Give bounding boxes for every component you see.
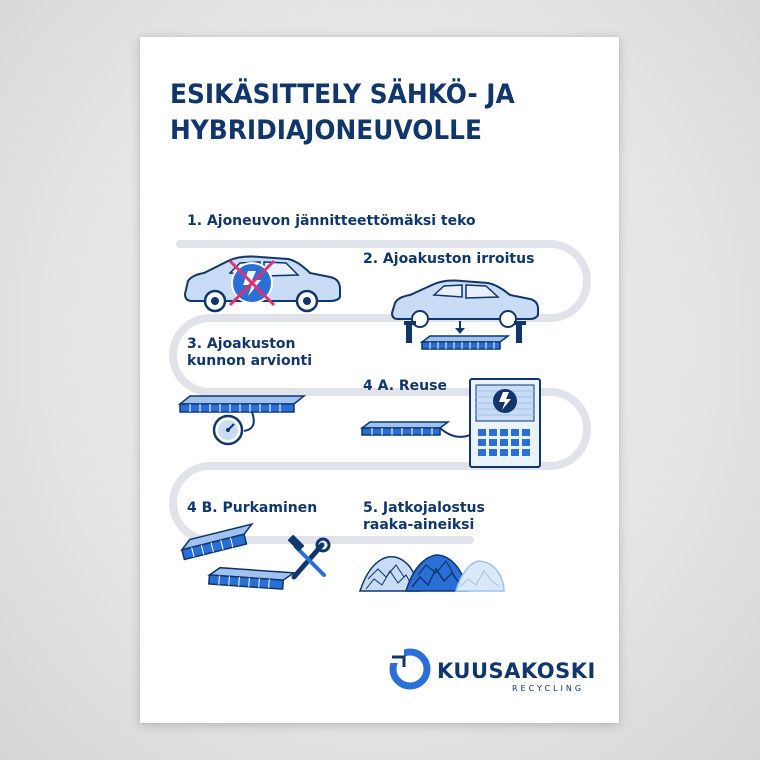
kuusakoski-logo-icon xyxy=(390,649,427,686)
title-line-2: HYBRIDIAJONEUVOLLE xyxy=(170,115,482,146)
page-title xyxy=(170,77,566,149)
no-charge-icon xyxy=(230,261,274,305)
raw-material-piles-icon xyxy=(360,555,504,591)
logo-name: KUUSAKOSKI xyxy=(437,659,596,683)
lift-car-icon xyxy=(392,281,538,344)
step-1-label xyxy=(187,213,476,230)
step-2-label xyxy=(363,251,534,268)
step-3-label xyxy=(187,336,312,370)
step-2-line: 2. Ajoakuston irroitus xyxy=(363,251,535,267)
battery-pack-icon xyxy=(180,524,256,559)
step-4b-line: 4 B. Purkaminen xyxy=(187,500,318,516)
step-4a-line: 4 A. Reuse xyxy=(363,378,447,394)
title-line-1: ESIKÄSITTELY SÄHKÖ- JA xyxy=(170,79,515,110)
step-3-line-1: 3. Ajoakuston xyxy=(187,336,296,352)
step-5-line-1: 5. Jatkojalostus xyxy=(363,500,485,516)
charging-station-icon xyxy=(470,379,540,467)
step-1-line: 1. Ajoneuvon jännitteettömäksi teko xyxy=(187,213,476,229)
battery-pack-icon xyxy=(180,396,304,412)
poster xyxy=(140,37,619,723)
battery-pack-icon xyxy=(209,567,294,590)
step-4b-label xyxy=(187,500,317,517)
step-5-label xyxy=(363,500,485,534)
logo-tagline: RECYCLING xyxy=(512,684,585,693)
gauge-icon xyxy=(214,416,242,444)
step-4a-label xyxy=(363,378,447,395)
battery-pack-icon xyxy=(422,336,508,349)
step-3-line-2: kunnon arvionti xyxy=(187,353,313,369)
battery-pack-icon xyxy=(362,422,448,435)
step-5-line-2: raaka-aineiksi xyxy=(363,517,475,533)
